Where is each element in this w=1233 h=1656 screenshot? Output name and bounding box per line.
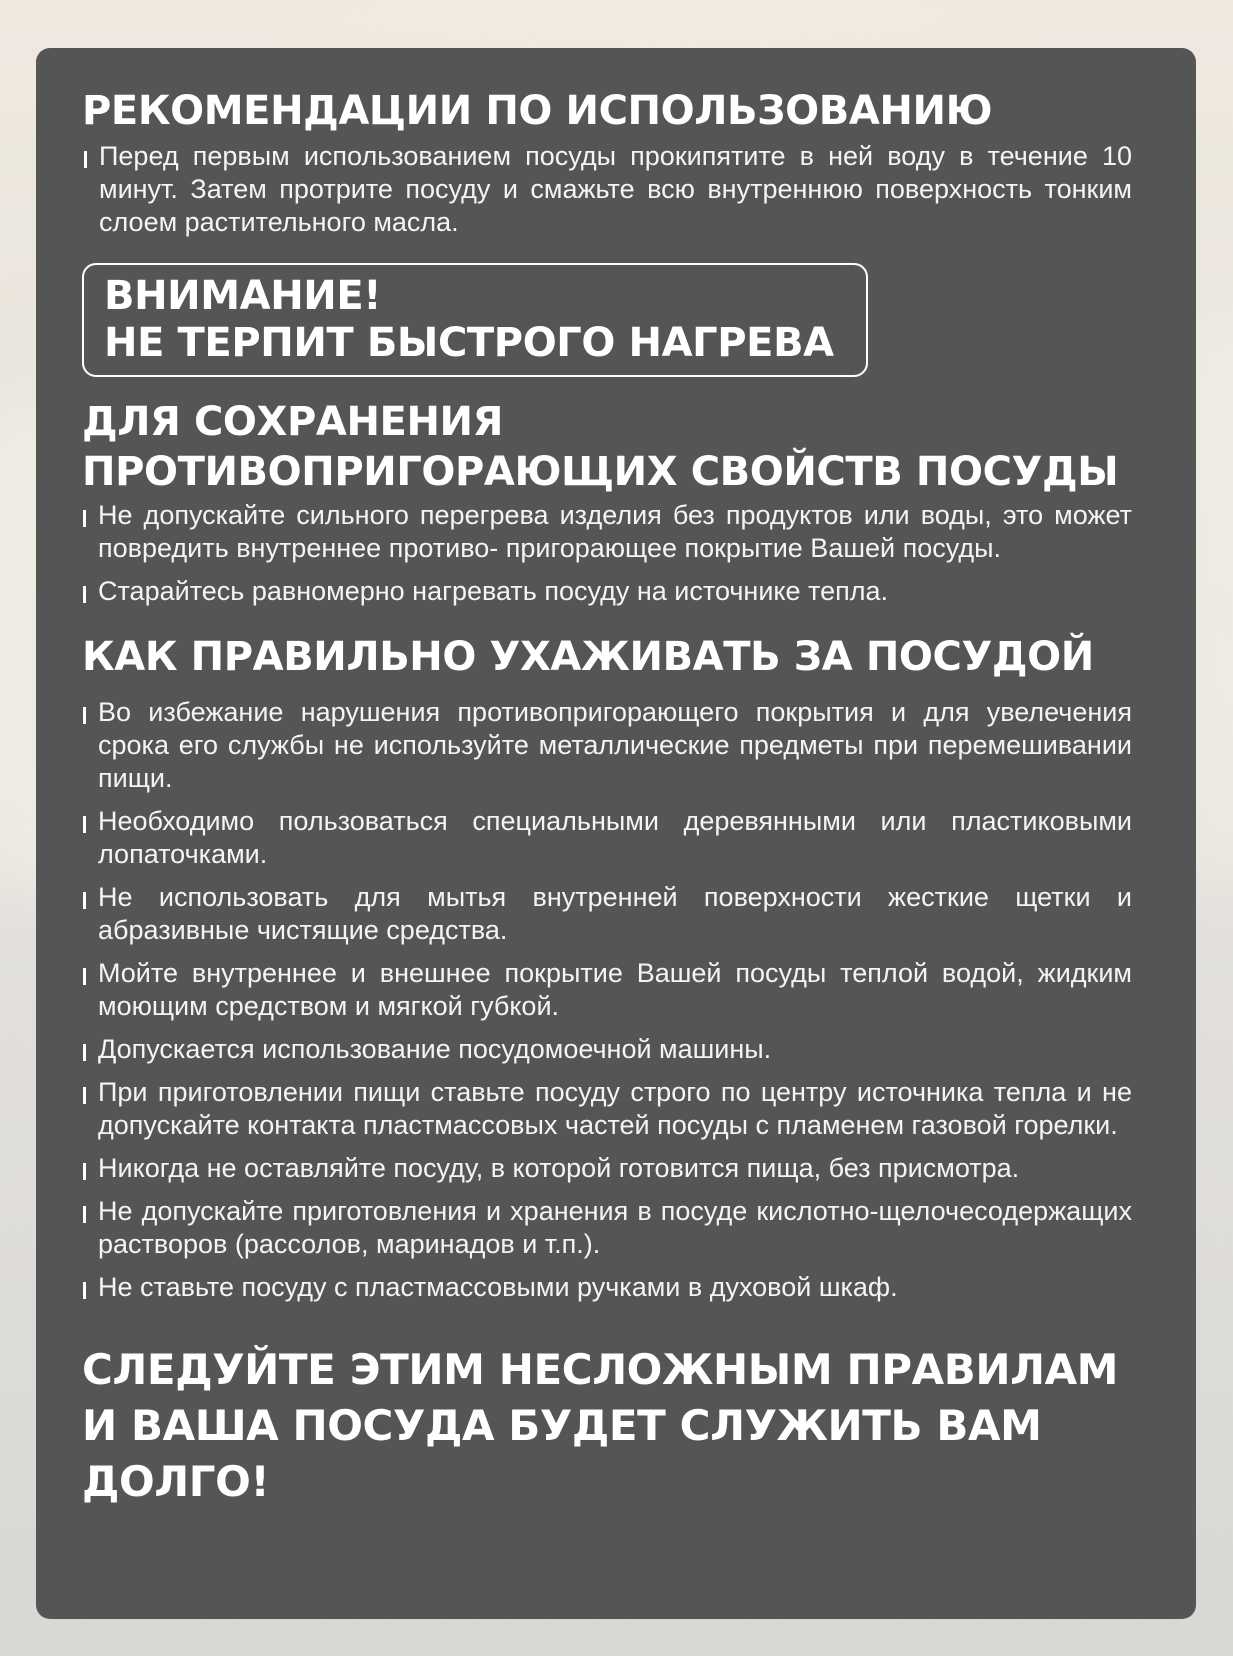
usage-heading	[82, 86, 1132, 136]
list-item-text: Мойте внутреннее и внешнее покрытие Вашей посуды теплой водой, жидким моющим средством и мягкой губкой.	[98, 958, 1132, 1021]
coating-heading	[82, 397, 1132, 497]
list-item-text: Старайтесь равномерно нагревать посуду на источнике тепла.	[98, 576, 889, 606]
care-instructions-panel	[36, 48, 1196, 1619]
list-item-text: Допускается использование посудомоечной машины.	[98, 1034, 772, 1064]
bullet-marker	[83, 1282, 86, 1299]
closing-line-1: СЛЕДУЙТЕ ЭТИМ НЕСЛОЖНЫМ ПРАВИЛАМ	[82, 1345, 1119, 1394]
usage-heading-text: РЕКОМЕНДАЦИИ ПО ИСПОЛЬЗОВАНИЮ	[82, 88, 993, 134]
list-item	[83, 140, 1132, 239]
coating-list	[82, 499, 1132, 608]
bullet-marker	[83, 510, 86, 527]
list-item-text: Не допускайте сильного перегрева изделия без продуктов или воды, это может повредить внутреннее противо- пригорающее покрытие Вашей посуды.	[98, 500, 1132, 563]
list-item	[82, 957, 1132, 1023]
bullet-marker	[83, 968, 86, 985]
bullet-marker	[83, 1206, 86, 1223]
closing-line-2: И ВАША ПОСУДА БУДЕТ СЛУЖИТЬ ВАМ ДОЛГО!	[82, 1401, 1042, 1506]
list-item	[82, 805, 1132, 871]
list-item-text: Никогда не оставляйте посуду, в которой готовится пища, без присмотра.	[98, 1153, 1020, 1183]
list-item	[82, 696, 1132, 795]
list-item	[82, 1152, 1132, 1185]
warning-heading	[104, 273, 846, 367]
warning-box	[82, 263, 868, 377]
list-item-text: Во избежание нарушения противопригорающего покрытия и для увелечения срока его службы не используйте металлические предметы при перемешивании пищи.	[98, 697, 1132, 793]
care-heading	[82, 632, 1132, 682]
usage-list	[83, 140, 1132, 239]
bullet-marker	[83, 1044, 86, 1061]
list-item-text: Не использовать для мытья внутренней поверхности жесткие щетки и абразивные чистящие средства.	[98, 882, 1132, 945]
bullet-marker	[83, 892, 86, 909]
bullet-marker	[83, 586, 86, 603]
list-item	[82, 575, 1132, 608]
list-item	[82, 1195, 1132, 1261]
list-item	[82, 1271, 1132, 1304]
list-item	[82, 881, 1132, 947]
bullet-marker	[83, 1163, 86, 1180]
coating-heading-line-1: ДЛЯ СОХРАНЕНИЯ	[82, 399, 504, 445]
list-item-text: Перед первым использованием посуды прокипятите в ней воду в течение 10 минут. Затем протрите посуду и смажьте всю внутреннюю поверхность тонким слоем растительного масла.	[99, 141, 1132, 237]
list-item	[82, 1033, 1132, 1066]
closing-heading	[82, 1342, 1132, 1510]
bullet-marker	[84, 151, 87, 168]
list-item-text: Не ставьте посуду с пластмассовыми ручками в духовой шкаф.	[98, 1272, 898, 1302]
warning-line-2: НЕ ТЕРПИТ БЫСТРОГО НАГРЕВА	[104, 320, 834, 366]
list-item-text: Необходимо пользоваться специальными деревянными или пластиковыми лопаточками.	[98, 806, 1132, 869]
bullet-marker	[83, 1087, 86, 1104]
list-item-text: При приготовлении пищи ставьте посуду строго по центру источника тепла и не допускайте контакта пластмассовых частей посуды с пламенем газовой горелки.	[98, 1077, 1132, 1140]
list-item	[82, 1076, 1132, 1142]
care-heading-text: КАК ПРАВИЛЬНО УХАЖИВАТЬ ЗА ПОСУДОЙ	[82, 634, 1094, 680]
coating-heading-line-2: ПРОТИВОПРИГОРАЮЩИХ СВОЙСТВ ПОСУДЫ	[82, 449, 1119, 495]
bullet-marker	[83, 816, 86, 833]
warning-line-1: ВНИМАНИЕ!	[104, 273, 382, 319]
list-item-text: Не допускайте приготовления и хранения в посуде кислотно-щелочесодержащих растворов (рассолов, маринадов и т.п.).	[98, 1196, 1132, 1259]
list-item	[82, 499, 1132, 565]
bullet-marker	[83, 707, 86, 724]
care-list	[82, 696, 1132, 1304]
background-blur-top	[300, 0, 1000, 50]
